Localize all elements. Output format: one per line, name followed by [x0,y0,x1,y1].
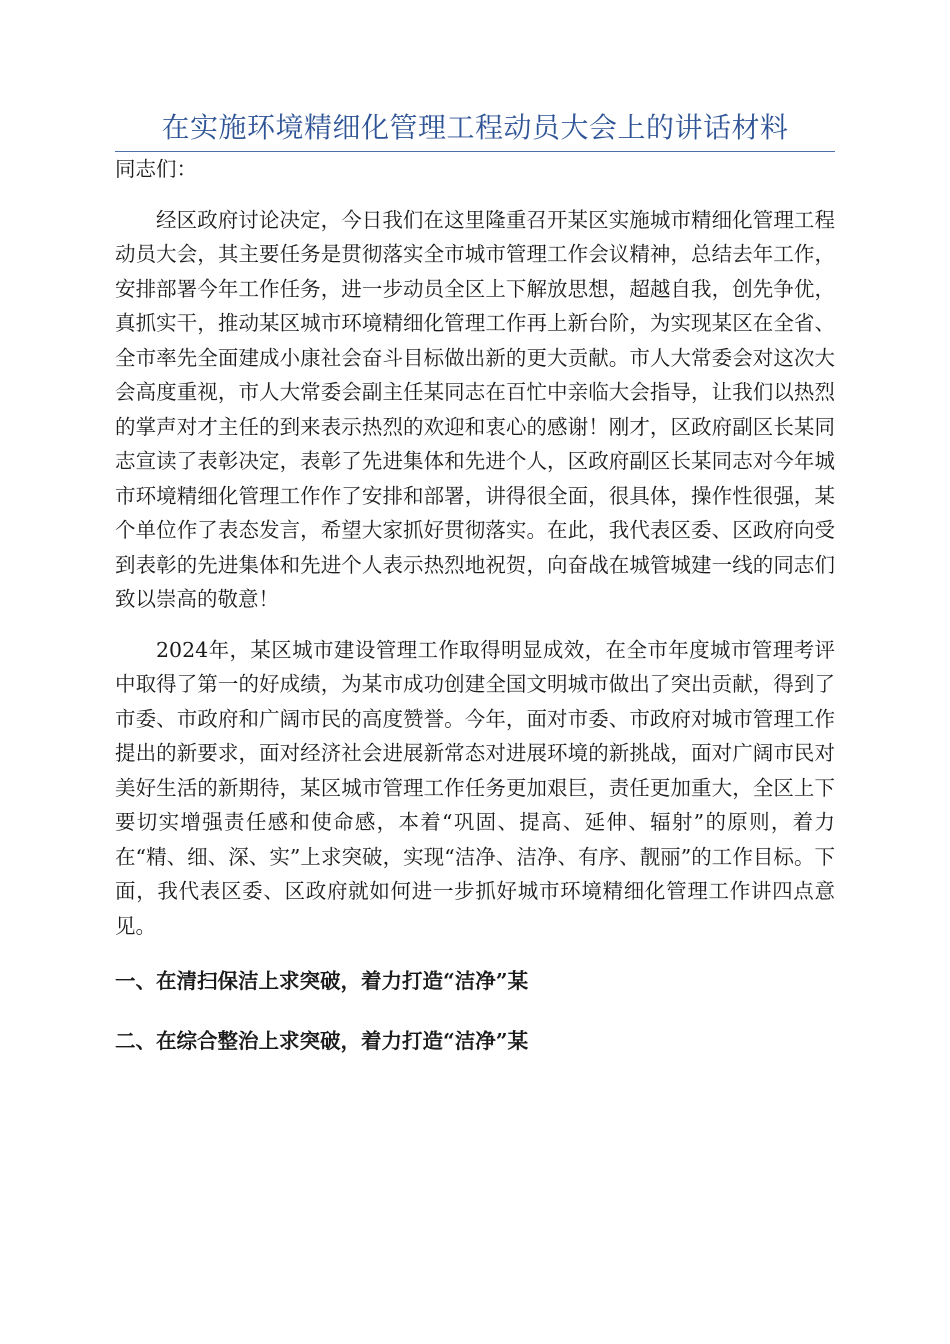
paragraph-1: 经区政府讨论决定，今日我们在这里隆重召开某区实施城市精细化管理工程动员大会，其主要任务是贯彻落实全市城市管理工作会议精神，总结去年工作，安排部署今年工作任务，进一步动员全区上下解放思想，超越自我，创先争优，真抓实干，推动某区城市环境精细化管理工作再上新台阶，为实现某区在全省、全市率先全面建成小康社会奋斗目标做出新的更大贡献。市人大常委会对这次大会高度重视，市人大常委会副主任某同志在百忙中亲临大会指导，让我们以热烈的掌声对才主任的到来表示热烈的欢迎和衷心的感谢！刚才，区政府副区长某同志宣读了表彰决定，表彰了先进集体和先进个人，区政府副区长某同志对今年城市环境精细化管理工作作了安排和部署，讲得很全面，很具体，操作性很强，某个单位作了表态发言，希望大家抓好贯彻落实。在此，我代表区委、区政府向受到表彰的先进集体和先进个人表示热烈地祝贺，向奋战在城管城建一线的同志们致以崇高的敬意！ [115,207,835,611]
document-title: 在实施环境精细化管理工程动员大会上的讲话材料 [161,111,789,144]
salutation: 同志们： [115,157,197,181]
document-body [115,152,835,1079]
title-block [115,108,835,152]
section-heading-2: 二、在综合整治上求突破，着力打造“洁净”某 [115,1029,529,1053]
section-heading-1: 一、在清扫保洁上求突破，着力打造“洁净”某 [115,969,529,993]
paragraph-2: 2024年，某区城市建设管理工作取得明显成效，在全市年度城市管理考评中取得了第一的好成绩，为某市成功创建全国文明城市做出了突出贡献，得到了市委、市政府和广阔市民的高度赞誉。今年，面对市委、市政府对城市管理工作提出的新要求，面对经济社会进展新常态对进展环境的新挑战，面对广阔市民对美好生活的新期待，某区城市管理工作任务更加艰巨，责任更加重大，全区上下要切实增强责任感和使命感，本着“巩固、提高、延伸、辐射”的原则，着力在“精、细、深、实”上求突破，实现“洁净、洁净、有序、靓丽”的工作目标。下面，我代表区委、区政府就如何进一步抓好城市环境精细化管理工作讲四点意见。 [115,637,835,938]
